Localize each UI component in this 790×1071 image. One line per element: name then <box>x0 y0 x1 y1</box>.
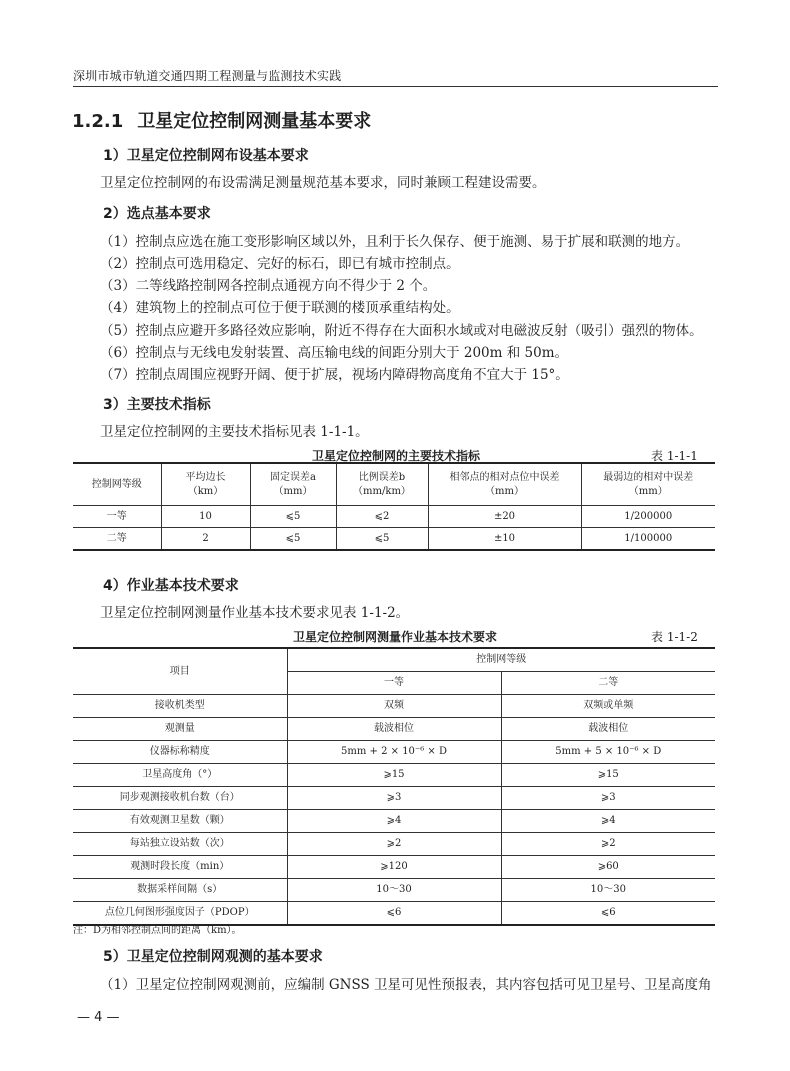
table-header-cell: 二等 <box>501 672 715 695</box>
table-header-cell <box>428 463 581 506</box>
table-header-cell <box>161 463 250 506</box>
table1 <box>73 462 715 551</box>
running-header: 深圳市城市轨道交通四期工程测量与监测技术实践 <box>73 69 342 83</box>
list-item: （7）控制点周围应视野开阔、便于扩展，视场内障碍物高度角不宜大于 15°。 <box>100 367 569 383</box>
table-cell: ⩾120 <box>287 856 501 879</box>
table-cell: ±10 <box>428 528 581 551</box>
page-number: — 4 — <box>77 1010 120 1025</box>
table-header-row <box>73 648 715 672</box>
table-cell: ⩾2 <box>501 833 715 856</box>
table-cell: 观测量 <box>73 718 287 741</box>
table-cell: 10 <box>161 506 250 528</box>
table-cell: ⩽5 <box>336 528 428 551</box>
list-item: （4）建筑物上的控制点可位于便于联测的楼顶承重结构处。 <box>100 300 460 316</box>
table-header-row <box>73 463 715 506</box>
subheading-1: 1）卫星定位控制网布设基本要求 <box>103 148 309 164</box>
section-number: 1.2.1 <box>72 111 124 132</box>
paragraph-1: 卫星定位控制网的布设需满足测量规范基本要求，同时兼顾工程建设需要。 <box>100 175 546 191</box>
table-row <box>73 718 715 741</box>
header-unit: （mm） <box>273 485 313 497</box>
table-row <box>73 506 715 528</box>
header-unit: （mm） <box>628 485 668 497</box>
header-text: 比例误差b <box>358 471 406 483</box>
list-item: （3）二等线路控制网各控制点通视方向不得少于 2 个。 <box>100 278 437 294</box>
table-cell: 二等 <box>73 528 161 551</box>
table-row <box>73 741 715 764</box>
header-unit: （km） <box>187 485 224 497</box>
table-cell: ⩾3 <box>287 787 501 810</box>
table-cell: ±20 <box>428 506 581 528</box>
table-cell: ⩾60 <box>501 856 715 879</box>
table-cell: ⩾4 <box>287 810 501 833</box>
table-cell: ⩽5 <box>250 528 336 551</box>
table-cell: 双频 <box>287 695 501 718</box>
table-cell: ⩾15 <box>287 764 501 787</box>
table-cell: 点位几何图形强度因子（PDOP） <box>73 902 287 926</box>
table-cell: ⩾4 <box>501 810 715 833</box>
table1-caption: 卫星定位控制网的主要技术指标 <box>312 449 481 463</box>
table-cell: 1/100000 <box>581 528 715 551</box>
subheading-2: 2）选点基本要求 <box>103 206 211 222</box>
table-cell: 1/200000 <box>581 506 715 528</box>
table1-number: 表 1-1-1 <box>651 449 698 463</box>
table-cell: 同步观测接收机台数（台） <box>73 787 287 810</box>
table-cell: 5mm + 5 × 10⁻⁶ × D <box>501 741 715 764</box>
header-text: 最弱边的相对中误差 <box>603 471 694 483</box>
table-header-cell <box>581 463 715 506</box>
table-cell: ⩽6 <box>287 902 501 926</box>
paragraph-3: 卫星定位控制网的主要技术指标见表 1-1-1。 <box>100 424 369 440</box>
list-item: （2）控制点可选用稳定、完好的标石，即已有城市控制点。 <box>100 256 460 272</box>
table-header-cell <box>336 463 428 506</box>
table-row <box>73 810 715 833</box>
table-cell: 载波相位 <box>287 718 501 741</box>
table-row <box>73 764 715 787</box>
table-cell: 双频或单频 <box>501 695 715 718</box>
table2-caption: 卫星定位控制网测量作业基本技术要求 <box>293 630 498 644</box>
header-text: 平均边长 <box>185 471 226 483</box>
subheading-4: 4）作业基本技术要求 <box>103 578 239 594</box>
table-row <box>73 787 715 810</box>
section-title: 卫星定位控制网测量基本要求 <box>137 111 372 132</box>
table-header-cell <box>250 463 336 506</box>
section-heading <box>72 107 371 133</box>
header-text: 固定误差a <box>270 471 316 483</box>
table-cell: 5mm + 2 × 10⁻⁶ × D <box>287 741 501 764</box>
paragraph-5: （1）卫星定位控制网观测前，应编制 GNSS 卫星可见性预报表，其内容包括可见卫星号、卫星高度角 <box>100 977 712 993</box>
table-cell: 2 <box>161 528 250 551</box>
table-cell: ⩾3 <box>501 787 715 810</box>
header-unit: （mm/km） <box>353 485 411 497</box>
header-rule <box>73 86 718 87</box>
table-cell: 仪器标称精度 <box>73 741 287 764</box>
table-cell: 数据采样间隔（s） <box>73 879 287 902</box>
table2 <box>73 647 715 926</box>
table2-note: 注：D为相邻控制点间的距离（km）。 <box>73 925 242 936</box>
table-header-cell <box>73 463 161 506</box>
table-row <box>73 879 715 902</box>
table-row <box>73 695 715 718</box>
table-cell: ⩽6 <box>501 902 715 926</box>
table-row <box>73 528 715 551</box>
table-row <box>73 856 715 879</box>
list-item: （1）控制点应选在施工变形影响区域以外，且利于长久保存、便于施测、易于扩展和联测的地方。 <box>100 234 690 250</box>
header-text: 相邻点的相对点位中误差 <box>449 471 560 483</box>
table-cell: 10～30 <box>287 879 501 902</box>
table-header-cell: 项目 <box>73 648 287 695</box>
table-cell: ⩾15 <box>501 764 715 787</box>
list-item: （6）控制点与无线电发射装置、高压输电线的间距分别大于 200m 和 50m。 <box>100 345 569 361</box>
subheading-5: 5）卫星定位控制网观测的基本要求 <box>103 949 323 965</box>
table-cell: 观测时段长度（min） <box>73 856 287 879</box>
header-unit: （mm） <box>485 485 524 497</box>
table-cell: 有效观测卫星数（颗） <box>73 810 287 833</box>
list-item: （5）控制点应避开多路径效应影响，附近不得存在大面积水域或对电磁波反射（吸引）强烈的物体。 <box>100 323 703 339</box>
table2-number: 表 1-1-2 <box>651 630 698 644</box>
table-cell: 卫星高度角（°） <box>73 764 287 787</box>
table-cell: 每站独立设站数（次） <box>73 833 287 856</box>
subheading-3: 3）主要技术指标 <box>103 397 211 413</box>
table-cell: 载波相位 <box>501 718 715 741</box>
table-cell: 一等 <box>73 506 161 528</box>
table-cell: ⩽5 <box>250 506 336 528</box>
table-header-cell: 一等 <box>287 672 501 695</box>
table-cell: ⩽2 <box>336 506 428 528</box>
table-header-cell: 控制网等级 <box>287 648 715 672</box>
table-cell: 接收机类型 <box>73 695 287 718</box>
table-cell: 10～30 <box>501 879 715 902</box>
table-cell: ⩾2 <box>287 833 501 856</box>
paragraph-4: 卫星定位控制网测量作业基本技术要求见表 1-1-2。 <box>100 605 410 621</box>
table-row <box>73 833 715 856</box>
header-text: 控制网等级 <box>91 478 142 490</box>
